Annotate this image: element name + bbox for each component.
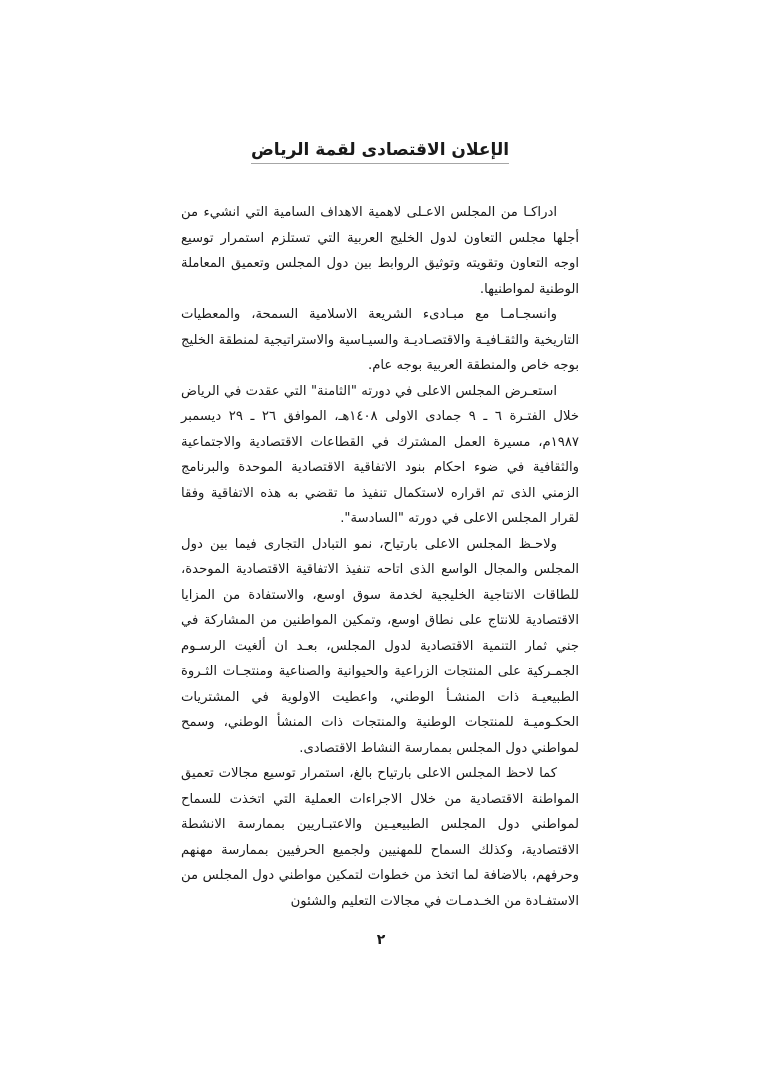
paragraph: كما لاحظ المجلس الاعلى بارتياح بالغ، استمرار توسيع مجالات تعميق المواطنة الاقتصادية من خلال الاجراءات العملية التي اتخذت للسماح لمواطني دول المجلس الطبيعيـين والاعتبـاريين بممارسة الانشطة الاقتصادية، وكذلك السماح للمهنيين ولجميع الحرفيين بممارسة مهنهم وحرفهم، بالاضافة لما اتخذ من خطوات لتمكين مواطني دول المجلس من الاستفـادة من الخـدمـات في مجالات التعليم والشئون	[181, 766, 579, 909]
paragraph: ولاحـظ المجلس الاعلى بارتياح، نمو التبادل التجارى فيما بين دول المجلس والمجال الواسع الذى اتاحه تنفيذ الاتفاقية الاقتصادية الموحدة، للطاقات الانتاجية الخليجية لخدمة سوق اوسع، والاستفادة من المزايا الاقتصادية للانتاج على نطاق اوسع، وتمكين المواطنين من المشاركة في جني ثمار التنمية الاقتصادية لدول المجلس، بعـد ان ألغيت الرسـوم الجمـركية على المنتجات الزراعية والحيوانية والصناعية ومنتجـات الثـروة الطبيعيـة ذات المنشـأ الوطني، واعطيت الاولوية في المشتريات الحكـوميـة للمنتجات الوطنية والمنتجات ذات المنشأ الوطني، وسمح لمواطني دول المجلس بممارسة النشاط الاقتصادى.	[181, 536, 579, 756]
page-number: ٢	[376, 932, 386, 948]
paragraph: ادراكـا من المجلس الاعـلى لاهمية الاهداف السامية التي انشيء من أجلها مجلس التعاون لدول الخليج العربية التي تستلزم استمرار توسيع اوجه التعاون وتقويته وتوثيق الروابط بين دول المجلس وتعميق المعاملة الوطنية لمواطنيها.	[181, 205, 579, 297]
paragraph: وانسجـامـا مع مبـادىء الشريعة الاسلامية السمحة، والمعطيات التاريخية والثقـافيـة والاقتصـاديـة والسيـاسية والاستراتيجية لمنطقة الخليج بوجه خاص والمنطقة العربية بوجه عام.	[181, 307, 579, 373]
text-block	[181, 140, 579, 914]
page-title	[181, 140, 579, 164]
paragraph: استعـرض المجلس الاعلى في دورته "الثامنة" التي عقدت في الرياض خلال الفتـرة ٦ ـ ٩ جمادى الاولى ١٤٠٨هـ، الموافق ٢٦ ـ ٢٩ ديسمبر ١٩٨٧م، مسيرة العمل المشترك في القطاعات الاقتصادية والاجتماعية والثقافية في ضوء احكام بنود الاتفاقية الاقتصادية الموحدة والبرنامج الزمني الذى تم اقراره لاستكمال تنفيذ ما تقضي به هذه الاتفاقية وفقا لقرار المجلس الاعلى في دورته "السادسة".	[181, 383, 580, 526]
body-text	[181, 200, 579, 914]
page-title-text: الإعلان الاقتصادى لقمة الرياض	[251, 140, 509, 164]
